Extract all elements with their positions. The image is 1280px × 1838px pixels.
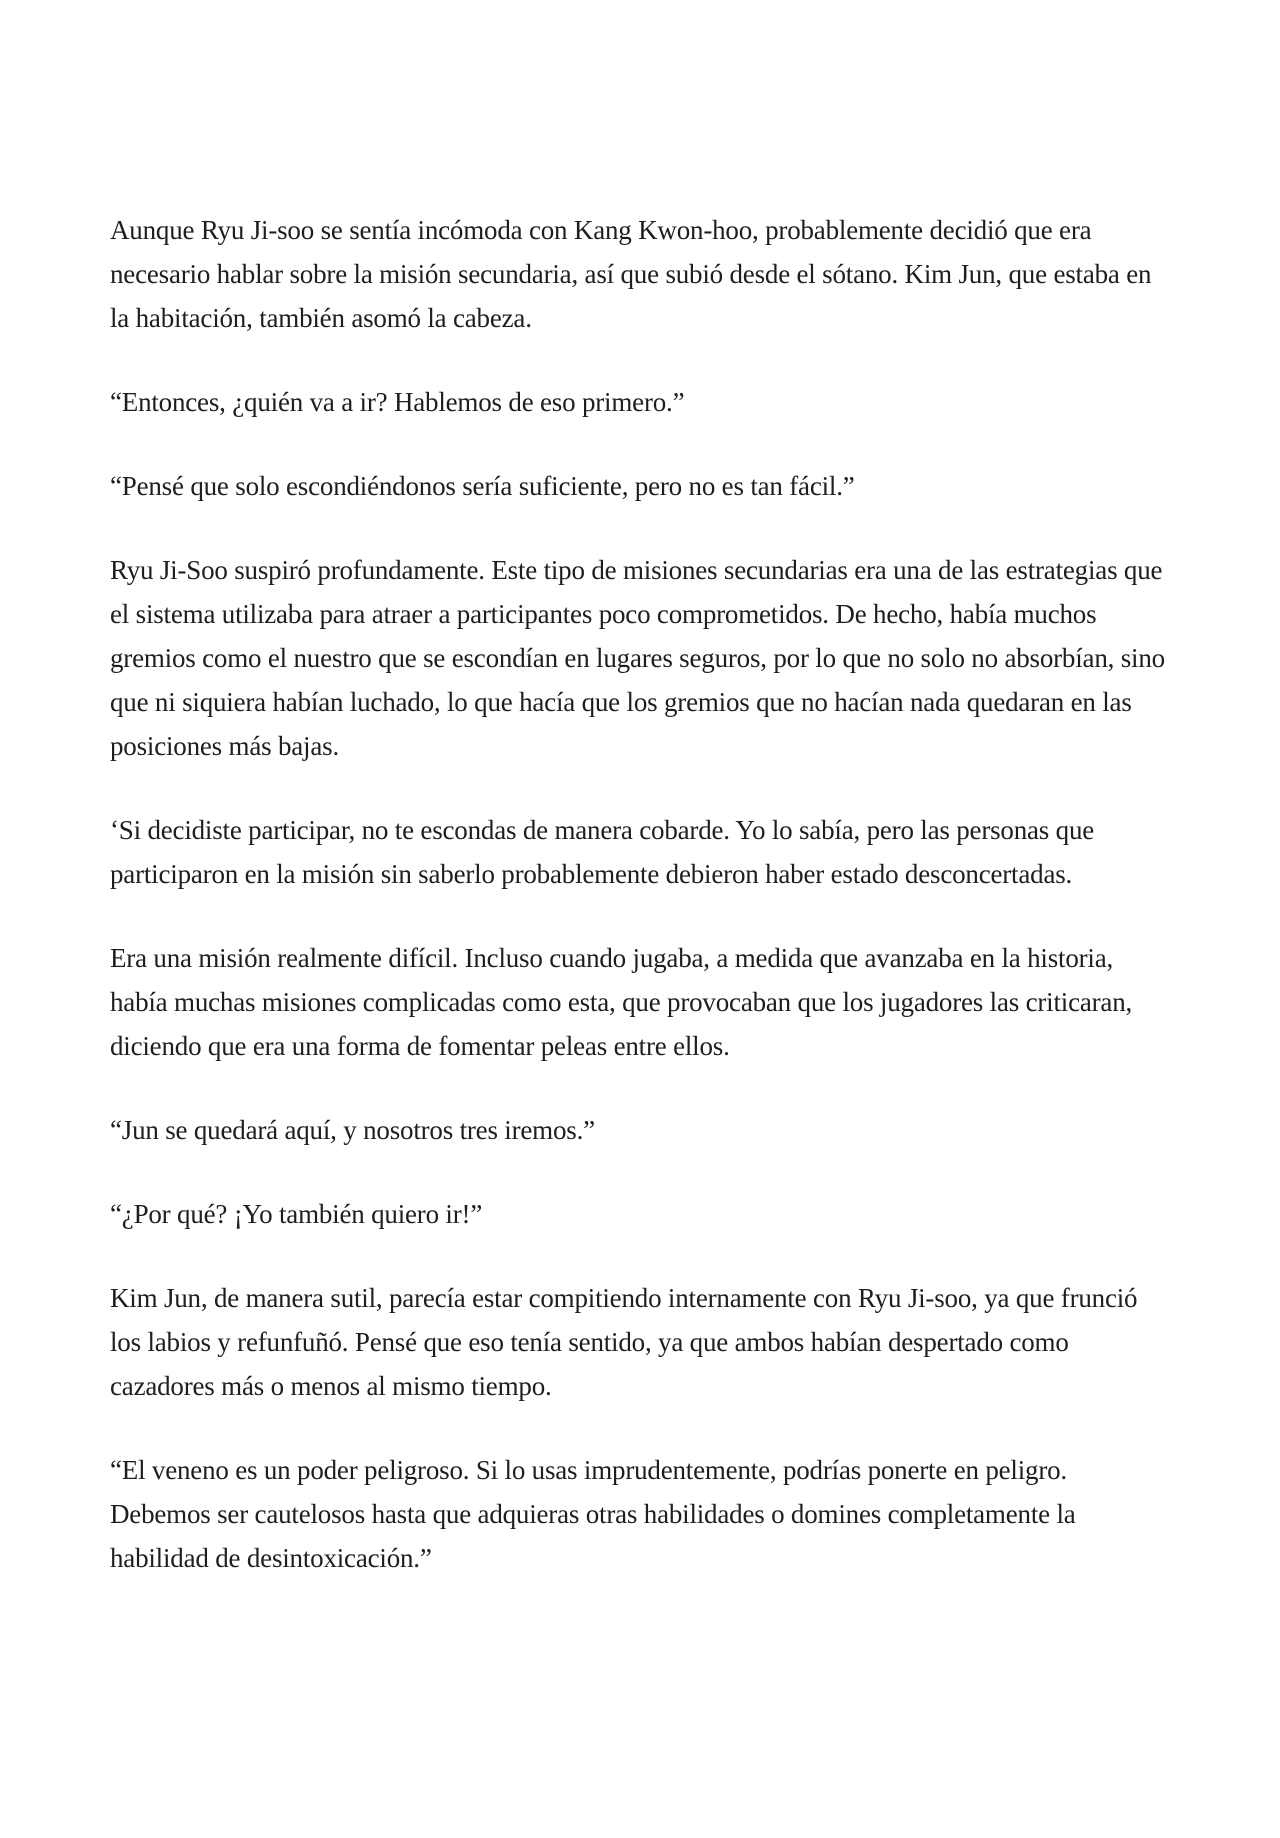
paragraph-inner-thought: ‘Si decidiste participar, no te escondas de manera cobarde. Yo lo sabía, pero las personas que participaron en la misión sin saberlo probablemente debieron haber estado desconcertadas. (110, 815, 1095, 889)
paragraph-dialogue: “¿Por qué? ¡Yo también quiero ir!” (110, 1199, 483, 1229)
paragraph-dialogue: “Jun se quedará aquí, y nosotros tres iremos.” (110, 1115, 595, 1145)
paragraph: Kim Jun, de manera sutil, parecía estar compitiendo internamente con Ryu Ji-soo, ya que frunció los labios y refunfuñó. Pensé que eso tenía sentido, ya que ambos habían despertado como cazadores más o menos al mismo tiempo. (110, 1283, 1138, 1401)
paragraph-dialogue: “El veneno es un poder peligroso. Si lo usas imprudentemente, podrías ponerte en peligro. Debemos ser cautelosos hasta que adquieras otras habilidades o domines completamente la habilidad de desintoxicación.” (110, 1455, 1076, 1573)
paragraph: Era una misión realmente difícil. Incluso cuando jugaba, a medida que avanzaba en la historia, había muchas misiones complicadas como esta, que provocaban que los jugadores las criticaran, diciendo que era una forma de fomentar peleas entre ellos. (110, 943, 1133, 1061)
paragraph-dialogue: “Entonces, ¿quién va a ir? Hablemos de eso primero.” (110, 387, 685, 417)
paragraph-dialogue: “Pensé que solo escondiéndonos sería suficiente, pero no es tan fácil.” (110, 471, 855, 501)
paragraph: Ryu Ji-Soo suspiró profundamente. Este tipo de misiones secundarias era una de las estrategias que el sistema utilizaba para atraer a participantes poco comprometidos. De hecho, había muchos gremios como el nuestro que se escondían en lugares seguros, por lo que no solo no absorbían, sino que ni siquiera habían luchado, lo que hacía que los gremios que no hacían nada quedaran en las posiciones más bajas. (110, 555, 1165, 761)
paragraph: Aunque Ryu Ji-soo se sentía incómoda con Kang Kwon-hoo, probablemente decidió que era necesario hablar sobre la misión secundaria, así que subió desde el sótano. Kim Jun, que estaba en la habitación, también asomó la cabeza. (110, 215, 1152, 333)
